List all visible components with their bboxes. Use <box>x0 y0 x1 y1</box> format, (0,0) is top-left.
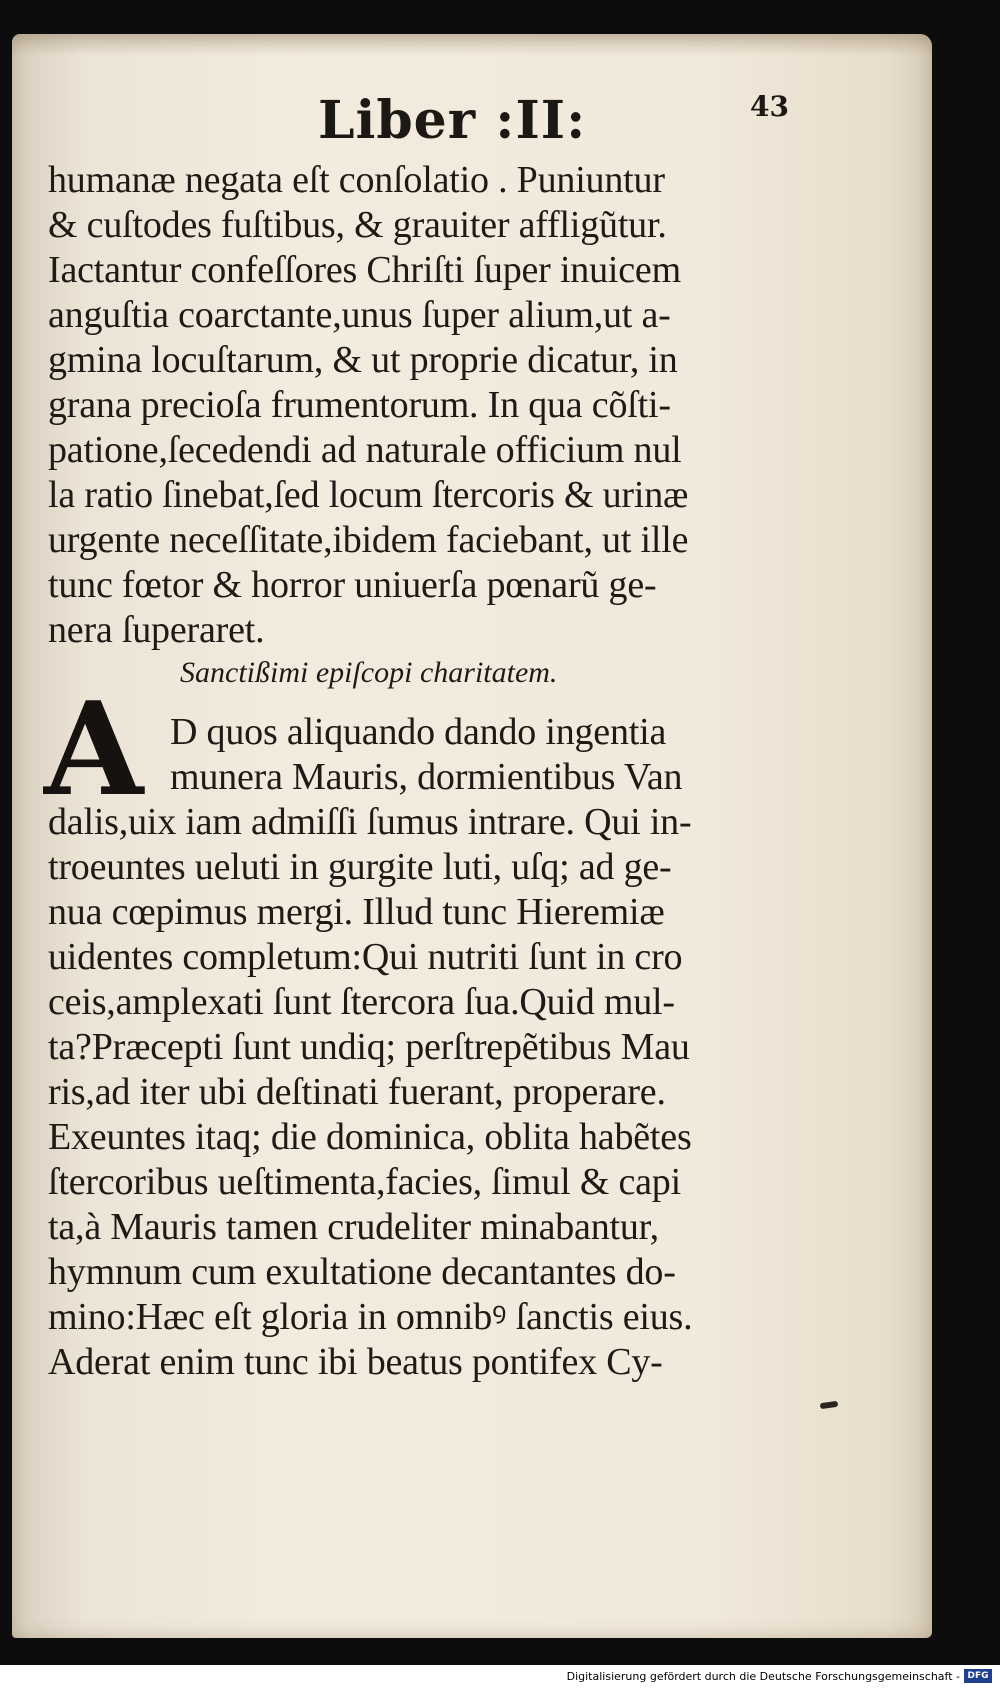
running-head-title: Liber :II: <box>318 90 587 151</box>
text-line: ta?Præcepti ſunt undiq; perſtrepẽtibus Mau <box>48 1026 690 1068</box>
text-line: & cuſtodes fuſtibus, & grauiter affligũtur. <box>48 204 667 246</box>
paragraph-one <box>48 158 808 653</box>
text-line: ceis,amplexati ſunt ſtercora ſua.Quid mul- <box>48 981 675 1023</box>
drop-initial: A <box>44 675 144 825</box>
text-line: gmina locuſtarum, & ut proprie dicatur, in <box>48 339 678 381</box>
text-line: munera Mauris, dormientibus Van <box>170 756 683 798</box>
text-line: patione,ſecedendi ad naturale officium nul <box>48 429 682 471</box>
text-line: D quos aliquando dando ingentia <box>170 711 667 753</box>
digitization-credit: Digitalisierung gefördert durch die Deutsche Forschungsgemeinschaft - <box>566 1670 960 1683</box>
page-top-shadow <box>12 34 932 56</box>
text-line: Exeuntes itaq; die dominica, oblita habẽtes <box>48 1116 692 1158</box>
text-line: Aderat enim tunc ibi beatus pontifex Cy- <box>48 1341 663 1383</box>
text-line: anguſtia coarctante,unus ſuper alium,ut a- <box>48 294 671 336</box>
text-line: dalis,uix iam admiſſi ſumus intrare. Qui in- <box>48 801 692 843</box>
footer-bar <box>0 1665 1000 1689</box>
running-head <box>0 80 1000 160</box>
page-number: 43 <box>750 90 789 123</box>
text-line: humanæ negata eſt conſolatio . Puniuntur <box>48 159 665 201</box>
text-line: nua cœpimus mergi. Illud tunc Hieremiæ <box>48 891 665 933</box>
text-line: uidentes completum:Qui nutriti ſunt in cro <box>48 936 683 978</box>
section-heading: Sanctißimi epiſcopi charitatem. <box>180 656 558 689</box>
paragraph-two <box>48 710 808 1385</box>
text-line: ſtercoribus ueſtimenta,facies, ſimul & capi <box>48 1161 681 1203</box>
text-line: troeuntes ueluti in gurgite luti, uſq; ad ge- <box>48 846 672 888</box>
text-line: mino:Hæc eſt gloria in omnibꝰ ſanctis eius. <box>48 1296 693 1338</box>
text-line: ta,à Mauris tamen crudeliter minabantur, <box>48 1206 659 1248</box>
text-line: hymnum cum exultatione decantantes do- <box>48 1251 676 1293</box>
text-line: nera ſuperaret. <box>48 609 265 651</box>
text-line: Iactantur confeſſores Chriſti ſuper inuicem <box>48 249 681 291</box>
text-line: la ratio ſinebat,ſed locum ſtercoris & urinæ <box>48 474 689 516</box>
text-line: ris,ad iter ubi deſtinati fuerant, properare. <box>48 1071 666 1113</box>
dfg-logo-icon: DFG <box>964 1669 992 1683</box>
text-line: tunc fœtor & horror uniuerſa pœnarũ ge- <box>48 564 657 606</box>
text-line: urgente neceſſitate,ibidem faciebant, ut ille <box>48 519 689 561</box>
text-line: grana precioſa frumentorum. In qua cõſti- <box>48 384 671 426</box>
